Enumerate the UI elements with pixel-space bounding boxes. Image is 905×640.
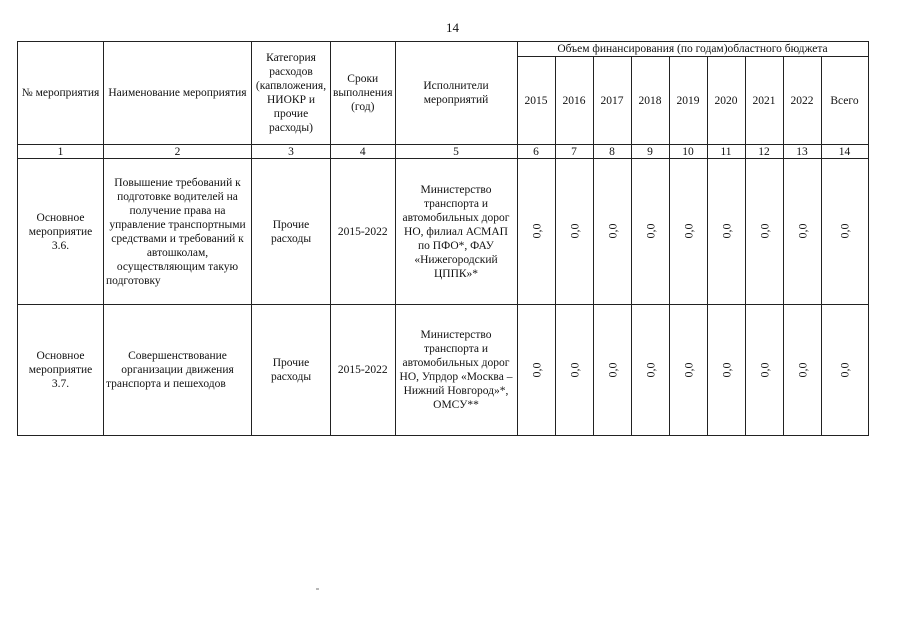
funding-value-text: 0,0 (795, 362, 809, 377)
funding-value-text: 0,0 (837, 223, 852, 239)
funding-value-text: 0,0 (719, 223, 733, 239)
cell-category: Прочие расходы (252, 305, 331, 436)
column-number: 4 (331, 145, 396, 159)
page-number: 14 (446, 20, 459, 35)
cell-activity-number: Основное мероприятие 3.7. (18, 305, 104, 436)
cell-executors: Министерство транспорта и автомобильных дорог НО, филиал АСМАП по ПФО*, ФАУ «Нижегородский ЦППК»* (395, 159, 517, 305)
column-number: 8 (593, 145, 631, 159)
funding-value-text: 0,0 (567, 223, 581, 239)
column-number: 6 (517, 145, 555, 159)
column-number: 5 (395, 145, 517, 159)
column-number: 7 (555, 145, 593, 159)
header-year: Всего (821, 57, 868, 145)
header-year: 2018 (631, 57, 669, 145)
header-year: 2020 (707, 57, 745, 145)
column-number: 13 (783, 145, 821, 159)
header-funding-group: Объем финансирования (по годам)областного бюджета (517, 42, 868, 57)
funding-value-text: 0,0 (757, 223, 771, 239)
header-year: 2021 (745, 57, 783, 145)
cell-term: 2015-2022 (331, 305, 396, 436)
funding-value-text: 0,0 (605, 362, 619, 377)
column-number: 14 (821, 145, 868, 159)
column-number: 11 (707, 145, 745, 159)
table-row (18, 159, 869, 305)
scan-speck (316, 588, 319, 590)
header-year: 2016 (555, 57, 593, 145)
header-category: Категория расходов (капвложения, НИОКР и прочие расходы) (252, 42, 331, 145)
funding-value-text: 0,0 (837, 362, 852, 377)
funding-value-text: 0,0 (529, 223, 543, 239)
funding-value-text: 0,0 (529, 362, 543, 377)
cell-activity-number: Основное мероприятие 3.6. (18, 159, 104, 305)
column-number: 10 (669, 145, 707, 159)
header-num: № мероприятия (18, 42, 104, 145)
cell-funding-value (593, 159, 631, 305)
cell-funding-value (745, 305, 783, 436)
cell-category: Прочие расходы (252, 159, 331, 305)
cell-funding-value (745, 159, 783, 305)
cell-executors: Министерство транспорта и автомобильных дорог НО, Упрдор «Москва – Нижний Новгород»*, ОМСУ** (395, 305, 517, 436)
column-number: 1 (18, 145, 104, 159)
cell-funding-value (517, 159, 555, 305)
header-term: Сроки выполнения (год) (331, 42, 396, 145)
cell-funding-value (821, 305, 868, 436)
cell-funding-value (783, 159, 821, 305)
cell-funding-value (631, 305, 669, 436)
funding-table (17, 41, 869, 436)
header-year: 2022 (783, 57, 821, 145)
column-number: 12 (745, 145, 783, 159)
funding-value-text: 0,0 (643, 223, 657, 239)
column-number: 9 (631, 145, 669, 159)
cell-funding-value (555, 159, 593, 305)
header-year: 2019 (669, 57, 707, 145)
cell-funding-value (631, 159, 669, 305)
header-row (18, 42, 869, 57)
funding-value-text: 0,0 (605, 223, 619, 239)
cell-funding-value (707, 159, 745, 305)
column-number-row (18, 145, 869, 159)
cell-activity-name: Повышение требований к подготовке водителей на получение права на управление транспортными средствами и требований к автошколам, осуществляющим такую подготовку (104, 159, 252, 305)
column-number: 2 (104, 145, 252, 159)
table-row (18, 305, 869, 436)
cell-funding-value (783, 305, 821, 436)
cell-funding-value (669, 305, 707, 436)
cell-funding-value (517, 305, 555, 436)
header-year: 2017 (593, 57, 631, 145)
cell-activity-name: Совершенствование организации движения транспорта и пешеходов (104, 305, 252, 436)
funding-value-text: 0,0 (681, 223, 695, 239)
funding-value-text: 0,0 (719, 362, 733, 377)
cell-funding-value (669, 159, 707, 305)
funding-value-text: 0,0 (567, 362, 581, 377)
cell-term: 2015-2022 (331, 159, 396, 305)
funding-value-text: 0,0 (757, 362, 771, 377)
header-executors: Исполнители мероприятий (395, 42, 517, 145)
funding-value-text: 0,0 (681, 362, 695, 377)
funding-value-text: 0,0 (795, 223, 809, 239)
funding-value-text: 0,0 (643, 362, 657, 377)
cell-funding-value (555, 305, 593, 436)
header-name: Наименование мероприятия (104, 42, 252, 145)
cell-funding-value (593, 305, 631, 436)
cell-funding-value (707, 305, 745, 436)
cell-funding-value (821, 159, 868, 305)
header-year: 2015 (517, 57, 555, 145)
column-number: 3 (252, 145, 331, 159)
